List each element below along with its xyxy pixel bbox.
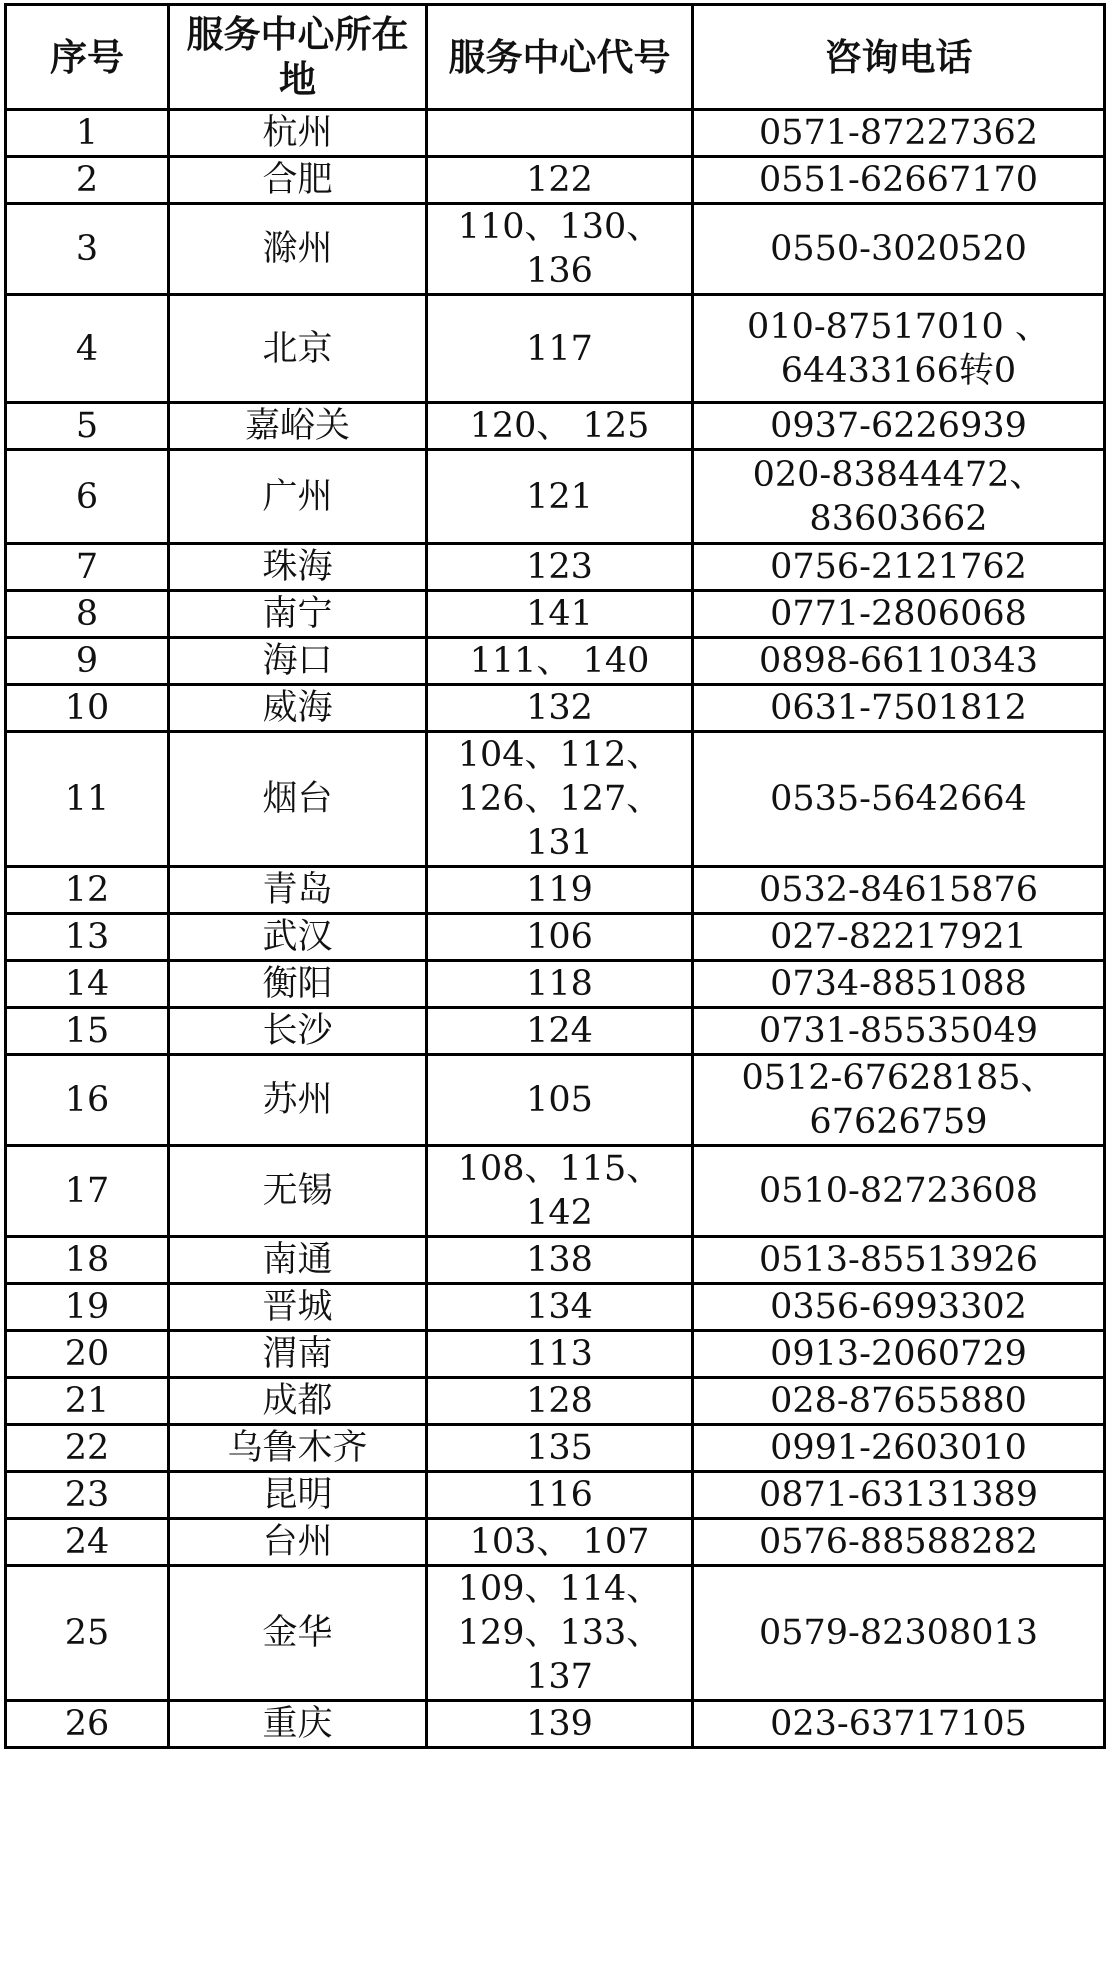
cell-no: 18 bbox=[6, 1237, 169, 1284]
cell-city: 苏州 bbox=[169, 1055, 427, 1146]
cell-code: 109、114、 129、133、 137 bbox=[427, 1566, 693, 1701]
cell-city: 北京 bbox=[169, 295, 427, 403]
cell-no: 2 bbox=[6, 157, 169, 204]
table-row bbox=[6, 204, 1105, 295]
cell-phone: 0898-66110343 bbox=[693, 638, 1105, 685]
cell-no: 14 bbox=[6, 961, 169, 1008]
table-row bbox=[6, 1378, 1105, 1425]
service-center-table bbox=[4, 3, 1106, 1749]
cell-city: 合肥 bbox=[169, 157, 427, 204]
header-row bbox=[6, 5, 1105, 110]
table-row bbox=[6, 295, 1105, 403]
cell-city: 烟台 bbox=[169, 732, 427, 867]
cell-city: 武汉 bbox=[169, 914, 427, 961]
table-row bbox=[6, 914, 1105, 961]
cell-no: 12 bbox=[6, 867, 169, 914]
cell-code: 132 bbox=[427, 685, 693, 732]
cell-phone: 0510-82723608 bbox=[693, 1146, 1105, 1237]
cell-no: 17 bbox=[6, 1146, 169, 1237]
cell-code: 135 bbox=[427, 1425, 693, 1472]
cell-city: 重庆 bbox=[169, 1701, 427, 1748]
cell-no: 11 bbox=[6, 732, 169, 867]
table-row bbox=[6, 1425, 1105, 1472]
cell-city: 嘉峪关 bbox=[169, 403, 427, 450]
cell-city: 昆明 bbox=[169, 1472, 427, 1519]
cell-phone: 028-87655880 bbox=[693, 1378, 1105, 1425]
cell-phone: 0937-6226939 bbox=[693, 403, 1105, 450]
cell-no: 7 bbox=[6, 544, 169, 591]
cell-city: 海口 bbox=[169, 638, 427, 685]
table-row bbox=[6, 450, 1105, 544]
cell-no: 22 bbox=[6, 1425, 169, 1472]
cell-phone: 0550-3020520 bbox=[693, 204, 1105, 295]
cell-no: 16 bbox=[6, 1055, 169, 1146]
cell-city: 威海 bbox=[169, 685, 427, 732]
cell-no: 4 bbox=[6, 295, 169, 403]
cell-code: 122 bbox=[427, 157, 693, 204]
cell-city: 无锡 bbox=[169, 1146, 427, 1237]
cell-phone: 0913-2060729 bbox=[693, 1331, 1105, 1378]
cell-code: 113 bbox=[427, 1331, 693, 1378]
cell-code: 128 bbox=[427, 1378, 693, 1425]
cell-phone: 0771-2806068 bbox=[693, 591, 1105, 638]
table-row bbox=[6, 1566, 1105, 1701]
cell-city: 滁州 bbox=[169, 204, 427, 295]
cell-code: 141 bbox=[427, 591, 693, 638]
cell-no: 5 bbox=[6, 403, 169, 450]
cell-phone: 0579-82308013 bbox=[693, 1566, 1105, 1701]
cell-code: 117 bbox=[427, 295, 693, 403]
cell-no: 23 bbox=[6, 1472, 169, 1519]
cell-code: 121 bbox=[427, 450, 693, 544]
table-row bbox=[6, 110, 1105, 157]
cell-city: 杭州 bbox=[169, 110, 427, 157]
cell-phone: 0551-62667170 bbox=[693, 157, 1105, 204]
table-row bbox=[6, 157, 1105, 204]
cell-code: 119 bbox=[427, 867, 693, 914]
cell-no: 10 bbox=[6, 685, 169, 732]
cell-no: 25 bbox=[6, 1566, 169, 1701]
header-code: 服务中心代号 bbox=[427, 5, 693, 110]
cell-code: 139 bbox=[427, 1701, 693, 1748]
cell-phone: 027-82217921 bbox=[693, 914, 1105, 961]
cell-no: 1 bbox=[6, 110, 169, 157]
table-row bbox=[6, 685, 1105, 732]
table-body bbox=[6, 110, 1105, 1748]
cell-code: 118 bbox=[427, 961, 693, 1008]
cell-code: 124 bbox=[427, 1008, 693, 1055]
cell-code bbox=[427, 110, 693, 157]
table-row bbox=[6, 403, 1105, 450]
cell-city: 成都 bbox=[169, 1378, 427, 1425]
cell-city: 金华 bbox=[169, 1566, 427, 1701]
cell-code: 111、 140 bbox=[427, 638, 693, 685]
cell-phone: 0532-84615876 bbox=[693, 867, 1105, 914]
cell-phone: 0991-2603010 bbox=[693, 1425, 1105, 1472]
table-row bbox=[6, 1008, 1105, 1055]
cell-phone: 0631-7501812 bbox=[693, 685, 1105, 732]
cell-no: 21 bbox=[6, 1378, 169, 1425]
table-row bbox=[6, 1237, 1105, 1284]
cell-phone: 020-83844472、 83603662 bbox=[693, 450, 1105, 544]
table-row bbox=[6, 638, 1105, 685]
cell-no: 6 bbox=[6, 450, 169, 544]
cell-code: 105 bbox=[427, 1055, 693, 1146]
cell-phone: 0356-6993302 bbox=[693, 1284, 1105, 1331]
table-row bbox=[6, 732, 1105, 867]
cell-no: 26 bbox=[6, 1701, 169, 1748]
table-row bbox=[6, 544, 1105, 591]
cell-phone: 0576-88588282 bbox=[693, 1519, 1105, 1566]
cell-phone: 0535-5642664 bbox=[693, 732, 1105, 867]
table-row bbox=[6, 1701, 1105, 1748]
cell-phone: 0871-63131389 bbox=[693, 1472, 1105, 1519]
table-row bbox=[6, 867, 1105, 914]
cell-phone: 0512-67628185、 67626759 bbox=[693, 1055, 1105, 1146]
cell-phone: 0571-87227362 bbox=[693, 110, 1105, 157]
cell-city: 乌鲁木齐 bbox=[169, 1425, 427, 1472]
table-row bbox=[6, 961, 1105, 1008]
cell-phone: 023-63717105 bbox=[693, 1701, 1105, 1748]
cell-code: 123 bbox=[427, 544, 693, 591]
cell-phone: 0756-2121762 bbox=[693, 544, 1105, 591]
cell-city: 南宁 bbox=[169, 591, 427, 638]
cell-no: 24 bbox=[6, 1519, 169, 1566]
table-row bbox=[6, 1331, 1105, 1378]
cell-code: 106 bbox=[427, 914, 693, 961]
cell-no: 8 bbox=[6, 591, 169, 638]
table-row bbox=[6, 1284, 1105, 1331]
cell-no: 15 bbox=[6, 1008, 169, 1055]
cell-code: 110、130、 136 bbox=[427, 204, 693, 295]
cell-no: 3 bbox=[6, 204, 169, 295]
table-row bbox=[6, 1146, 1105, 1237]
cell-no: 13 bbox=[6, 914, 169, 961]
cell-city: 晋城 bbox=[169, 1284, 427, 1331]
cell-phone: 0513-85513926 bbox=[693, 1237, 1105, 1284]
cell-city: 渭南 bbox=[169, 1331, 427, 1378]
cell-code: 138 bbox=[427, 1237, 693, 1284]
cell-city: 衡阳 bbox=[169, 961, 427, 1008]
header-phone: 咨询电话 bbox=[693, 5, 1105, 110]
table-row bbox=[6, 1055, 1105, 1146]
cell-phone: 0734-8851088 bbox=[693, 961, 1105, 1008]
cell-phone: 0731-85535049 bbox=[693, 1008, 1105, 1055]
table-row bbox=[6, 1519, 1105, 1566]
cell-phone: 010-87517010 、 64433166转0 bbox=[693, 295, 1105, 403]
cell-city: 南通 bbox=[169, 1237, 427, 1284]
header-no: 序号 bbox=[6, 5, 169, 110]
cell-city: 广州 bbox=[169, 450, 427, 544]
cell-no: 20 bbox=[6, 1331, 169, 1378]
cell-no: 19 bbox=[6, 1284, 169, 1331]
cell-city: 珠海 bbox=[169, 544, 427, 591]
table-row bbox=[6, 591, 1105, 638]
cell-city: 长沙 bbox=[169, 1008, 427, 1055]
cell-no: 9 bbox=[6, 638, 169, 685]
cell-code: 116 bbox=[427, 1472, 693, 1519]
cell-city: 青岛 bbox=[169, 867, 427, 914]
cell-code: 104、112、 126、127、 131 bbox=[427, 732, 693, 867]
header-city: 服务中心所在地 bbox=[169, 5, 427, 110]
cell-code: 134 bbox=[427, 1284, 693, 1331]
cell-city: 台州 bbox=[169, 1519, 427, 1566]
table-row bbox=[6, 1472, 1105, 1519]
cell-code: 108、115、 142 bbox=[427, 1146, 693, 1237]
cell-code: 120、 125 bbox=[427, 403, 693, 450]
cell-code: 103、 107 bbox=[427, 1519, 693, 1566]
